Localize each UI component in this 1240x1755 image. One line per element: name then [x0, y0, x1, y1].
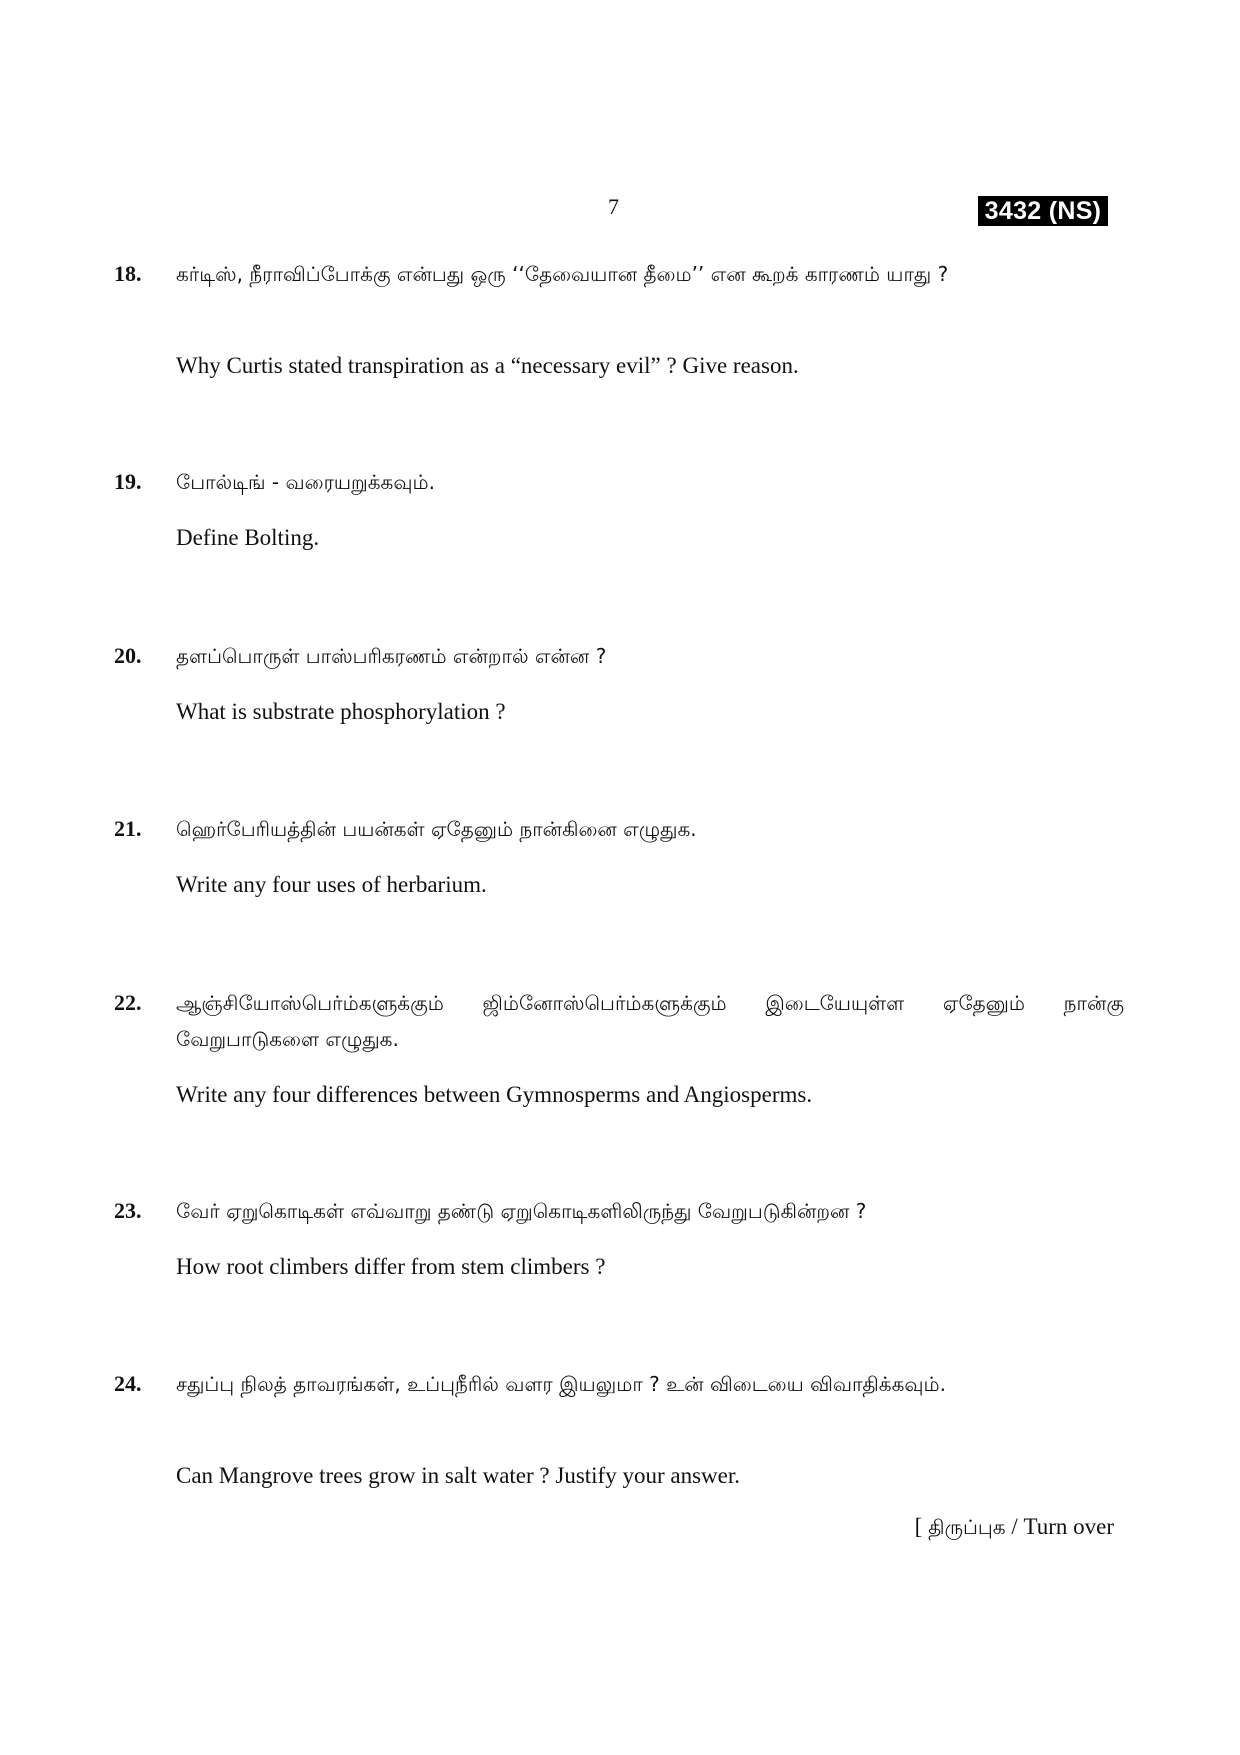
page-number: 7: [608, 194, 619, 219]
question-number: 18.: [114, 261, 142, 286]
question-text-tamil: தளப்பொருள் பாஸ்பரிகரணம் என்றால் என்ன ?: [176, 644, 607, 668]
question-text-tamil: கர்டிஸ், நீராவிப்போக்கு என்பது ஒரு ‘‘தேவையான தீமை’’ என கூறக் காரணம் யாது ?: [176, 262, 949, 286]
turn-over-tamil: திருப்புக: [928, 1515, 1006, 1539]
question-text-english: Write any four differences between Gymnosperms and Angiosperms.: [176, 1082, 813, 1107]
question-text-english: Write any four uses of herbarium.: [176, 872, 487, 897]
question-text-tamil: வேர் ஏறுகொடிகள் எவ்வாறு தண்டு ஏறுகொடிகளிலிருந்து வேறுபடுகின்றன ?: [176, 1199, 867, 1223]
question-text-english: Why Curtis stated transpiration as a “necessary evil” ? Give reason.: [176, 353, 799, 378]
question-text-english: Define Bolting.: [176, 525, 320, 550]
question-number: 19.: [114, 469, 142, 494]
turn-over-note: [915, 1514, 1114, 1542]
question-text-tamil: ஹெர்பேரியத்தின் பயன்கள் ஏதேனும் நான்கினை எழுதுக.: [176, 817, 697, 841]
question-text-tamil: போல்டிங் - வரையறுக்கவும்.: [176, 470, 435, 494]
turn-over-english: Turn over: [1023, 1514, 1114, 1539]
question-text-tamil: சதுப்பு நிலத் தாவரங்கள், உப்புநீரில் வளர இயலுமா ? உன் விடையை விவாதிக்கவும்.: [176, 1372, 946, 1396]
paper-code-badge: 3432 (NS): [978, 196, 1108, 226]
question-number: 24.: [114, 1371, 142, 1396]
question-text-english: How root climbers differ from stem climbers ?: [176, 1254, 606, 1279]
question-number: 22.: [114, 990, 142, 1015]
question-text-english: Can Mangrove trees grow in salt water ? Justify your answer.: [176, 1463, 740, 1488]
turn-over-bracket: [: [914, 1514, 923, 1539]
question-text-english: What is substrate phosphorylation ?: [176, 699, 506, 724]
question-number: 20.: [114, 643, 142, 668]
question-number: 21.: [114, 816, 142, 841]
question-text-tamil: ஆஞ்சியோஸ்பெர்ம்களுக்கும் ஜிம்னோஸ்பெர்ம்களுக்கும் இடையேயுள்ள ஏதேனும் நான்கு வேறுபாடுகளை எழுதுக.: [176, 991, 1124, 1051]
turn-over-separator: /: [1011, 1514, 1018, 1539]
question-number: 23.: [114, 1198, 142, 1223]
